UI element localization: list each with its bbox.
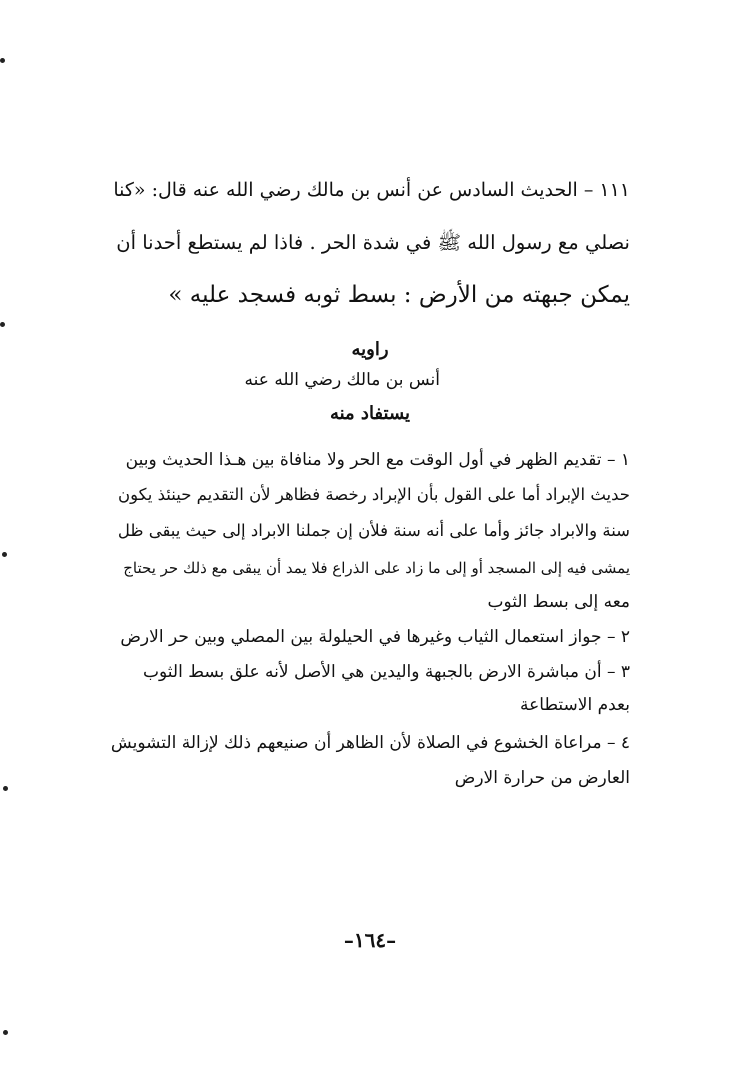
benefit-line-1: ١ – تقديم الظهر في أول الوقت مع الحر ولا منافاة بين هـذا الحديث وبين — [125, 450, 630, 470]
benefit-line-4: يمشى فيه إلى المسجد أو إلى ما زاد على الذراع فلا يمد أن يبقى مع ذلك حر يحتاج — [123, 559, 630, 577]
benefits-heading: يستفاد منه — [329, 403, 411, 424]
scan-dot — [3, 786, 8, 791]
scan-dot — [2, 552, 7, 557]
scan-dot — [0, 58, 5, 63]
benefit-line-6: ٢ – جواز استعمال الثياب وغيرها في الحيلولة بين المصلي وبين حر الارض — [120, 627, 630, 647]
hadith-line-2: نصلي مع رسول الله ﷺ في شدة الحر . فاذا لم يستطع أحدنا أن — [116, 231, 630, 254]
benefit-line-9: ٤ – مراعاة الخشوع في الصلاة لأن الظاهر أن صنيعهم ذلك لإزالة التشويش — [110, 733, 630, 753]
hadith-line-3: يمكن جبهته من الأرض : بسط ثوبه فسجد عليه » — [168, 282, 630, 308]
benefit-line-10: العارض من حرارة الارض — [454, 768, 630, 788]
benefit-line-8: بعدم الاستطاعة — [520, 695, 630, 715]
narrator-text: أنس بن مالك رضي الله عنه — [244, 370, 440, 390]
page-number: –١٦٤– — [343, 928, 397, 952]
scan-dot — [3, 1030, 8, 1035]
benefit-line-5: معه إلى بسط الثوب — [487, 592, 630, 612]
narrator-heading: راويه — [351, 339, 389, 360]
benefit-line-2: حديث الإبراد أما على القول بأن الإبراد رخصة فظاهر لأن التقديم حينئذ يكون — [118, 485, 630, 504]
hadith-line-1: ١١١ – الحديث السادس عن أنس بن مالك رضي الله عنه قال: «كنا — [113, 179, 630, 201]
scan-dot — [0, 322, 5, 327]
benefit-line-3: سنة والابراد جائز وأما على أنه سنة فلأن إن جملنا الابراد إلى حيث يبقى ظل — [117, 521, 630, 540]
benefit-line-7: ٣ – أن مباشرة الارض بالجبهة واليدين هي الأصل لأنه علق بسط الثوب — [142, 662, 630, 682]
